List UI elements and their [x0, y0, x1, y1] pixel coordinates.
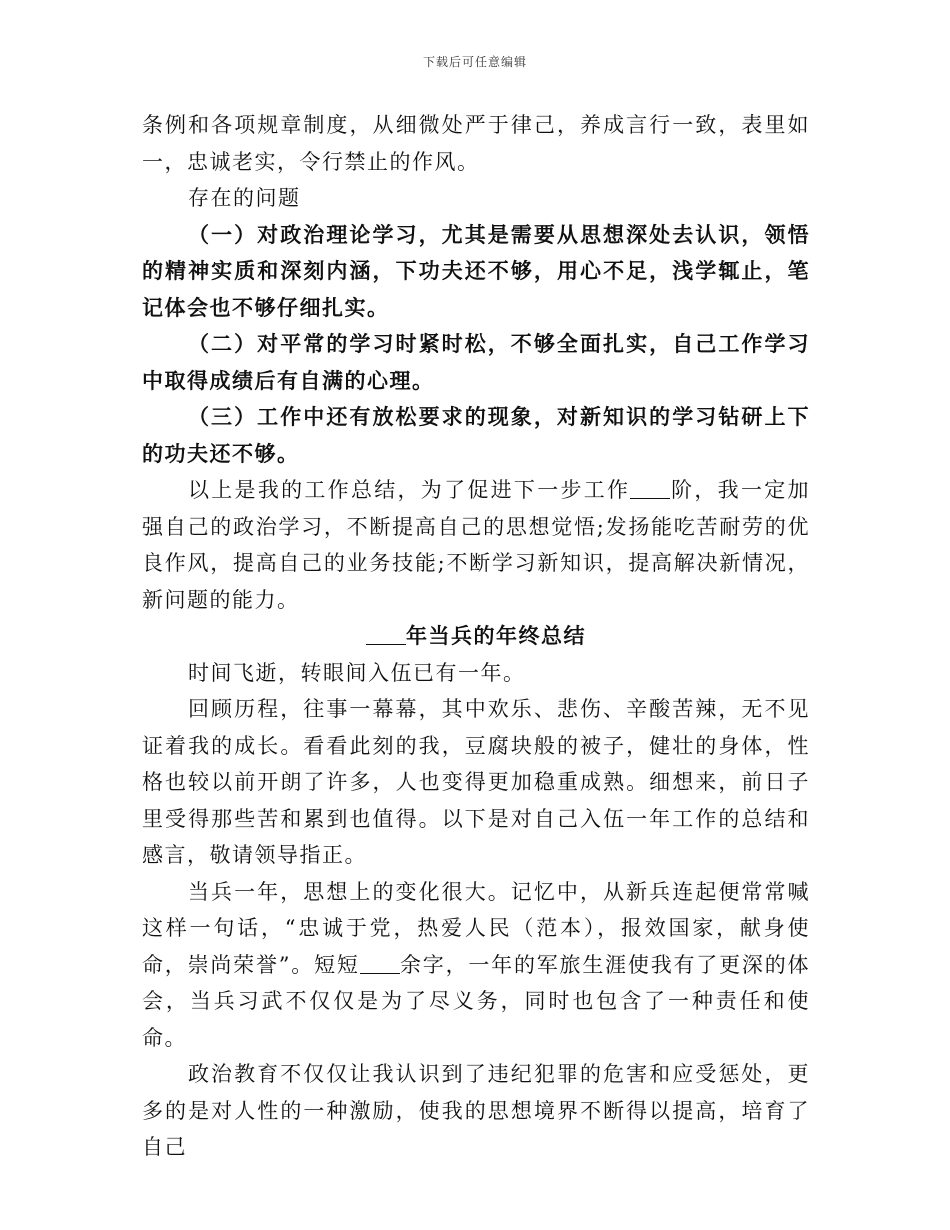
- paragraph-problem-3: （三）工作中还有放松要求的现象，对新知识的学习钻研上下的功夫还不够。: [142, 404, 810, 466]
- summary-text-part-1: 以上是我的工作总结，为了促进下一步工作: [188, 478, 631, 502]
- paragraph-summary-conclusion: [142, 472, 810, 618]
- paragraph-problem-1: （一）对政治理论学习，尤其是需要从思想深处去认识，领悟的精神实质和深刻内涵，下功夫还不够，用心不足，浅学辄止，笔记体会也不够仔细扎实。: [142, 221, 810, 320]
- summary-text-part-2: 阶，我一定加强自己的政治学习，不断提高自己的思想觉悟;发扬能吃苦耐劳的优良作风，提高自己的业务技能;不断学习新知识，提高解决新情况，新问题的能力。: [142, 478, 811, 612]
- paragraph-problems-heading: 存在的问题: [188, 186, 301, 210]
- thought-text-part-1: 当兵一年，思想上的变化很大。记忆中，从新兵连起便常常喊这样一句话，“忠诚于党，热爱人民（范本），报效国家，献身使命，崇尚荣誉”。短短: [142, 879, 810, 977]
- paragraph-thought-change: [142, 874, 810, 1057]
- paragraph-regulations: 条例和各项规章制度，从细微处严于律己，养成言行一致，表里如一，忠诚老实，令行禁止的作风。: [142, 113, 810, 174]
- thought-text-part-2: 余字，一年的军旅生涯使我有了更深的体会，当兵习武不仅仅是为了尽义务，同时也包含了一种责任和使命。: [142, 952, 810, 1050]
- page-header: 下载后可任意编辑: [422, 55, 527, 69]
- count-blank: [360, 952, 400, 974]
- paragraph-political-education: 政治教育不仅仅让我认识到了违纪犯罪的危害和应受惩处，更多的是对人性的一种激励，使我的思想境界不断得以提高，培育了自己: [142, 1062, 810, 1159]
- section-title: [142, 618, 810, 655]
- section-title-text: 年当兵的年终总结: [406, 623, 586, 648]
- paragraph-time-flies: 时间飞逝，转眼间入伍已有一年。: [188, 660, 526, 685]
- paragraph-review: 回顾历程，往事一幕幕，其中欢乐、悲伤、辛酸苦辣，无不见证着我的成长。看看此刻的我，豆腐块般的被子，健壮的身体，性格也较以前开朗了许多，人也变得更加稳重成熟。细想来，前日子里受得那些苦和累到也值得。以下是对自己入伍一年工作的总结和感言，敬请领导指正。: [142, 697, 810, 867]
- paragraph-problem-2: （二）对平常的学习时紧时松，不够全面扎实，自己工作学习中取得成绩后有自满的心理。: [142, 331, 810, 393]
- fill-blank: [630, 477, 670, 499]
- year-blank: [366, 623, 406, 645]
- document-body: [142, 107, 810, 1166]
